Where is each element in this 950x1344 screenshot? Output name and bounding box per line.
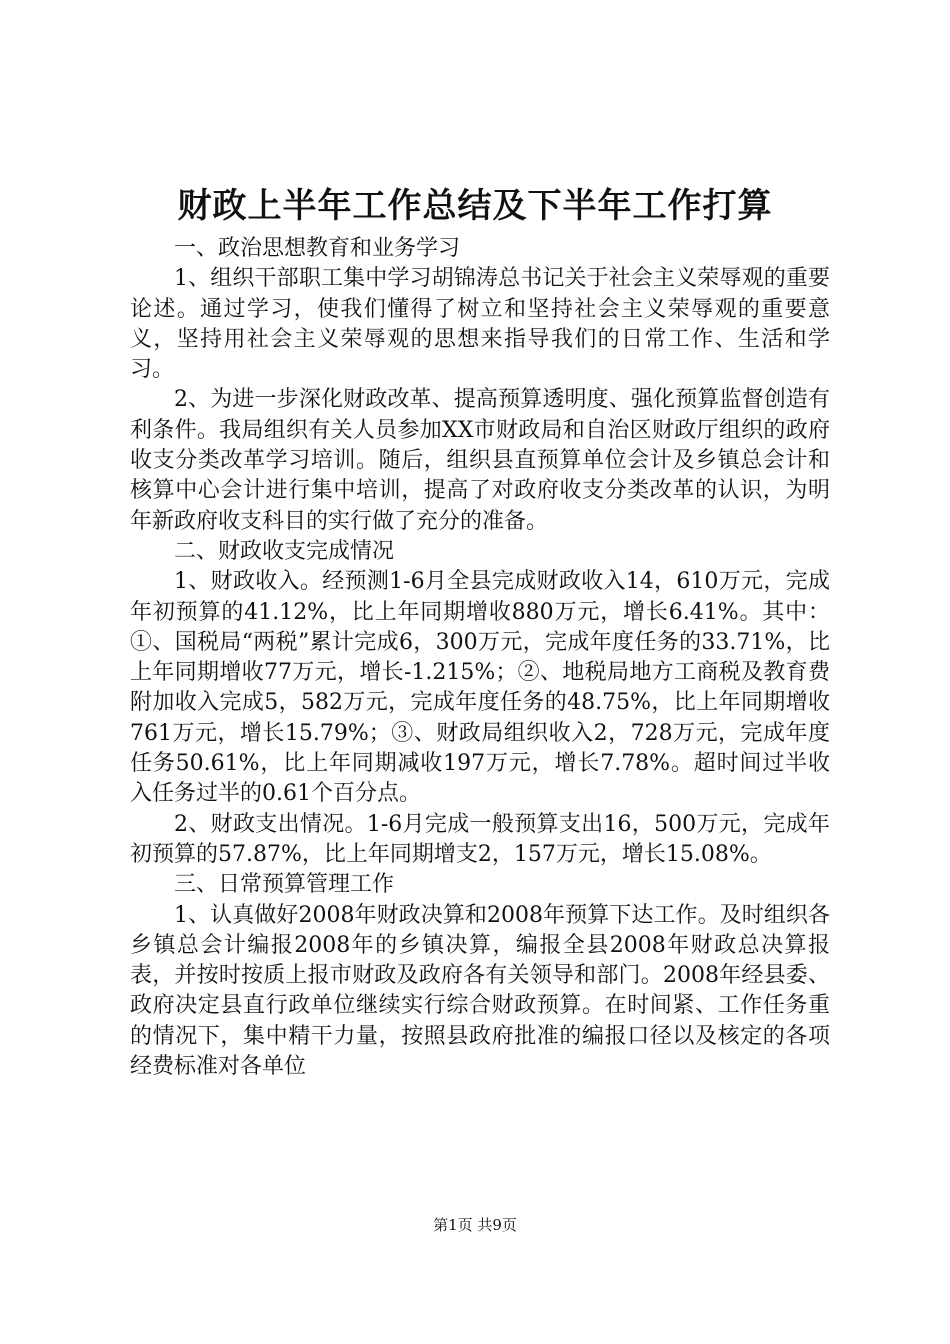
paragraph: 1、组织干部职工集中学习胡锦涛总书记关于社会主义荣辱观的重要论述。通过学习，使我们懂得了树立和坚持社会主义荣辱观的重要意义，坚持用社会主义荣辱观的思想来指导我们的日常工作、生活和学习。 bbox=[130, 266, 830, 383]
paragraph: 1、财政收入。经预测1-6月全县完成财政收入14，610万元，完成年初预算的41.12%，比上年同期增收880万元，增长6.41%。其中：①、国税局“两税”累计完成6，300万元，完成年度任务的33.71%，比上年同期增收77万元，增长-1.215%；②、地税局地方工商税及教育费附加收入完成5，582万元，完成年度任务的48.75%，比上年同期增收761万元，增长15.79%；③、财政局组织收入2，728万元，完成年度任务50.61%，比上年同期减收197万元，增长7.78%。超时间过半收入任务过半的0.61个百分点。 bbox=[130, 569, 830, 807]
section-heading-1: 一、政治思想教育和业务学习 bbox=[174, 236, 461, 261]
page-footer: 第1页 共9页 bbox=[433, 1216, 517, 1234]
paragraph: 2、财政支出情况。1-6月完成一般预算支出16，500万元，完成年初预算的57.87%，比上年同期增支2，157万元，增长15.08%。 bbox=[130, 811, 830, 867]
paragraph: 2、为进一步深化财政改革、提高预算透明度、强化预算监督创造有利条件。我局组织有关人员参加XX市财政局和自治区财政厅组织的政府收支分类改革学习培训。随后，组织县直预算单位会计及乡镇总会计和核算中心会计进行集中培训，提高了对政府收支分类改革的认识，为明年新政府收支科目的实行做了充分的准备。 bbox=[130, 387, 830, 534]
section-heading-2: 二、财政收支完成情况 bbox=[174, 538, 395, 564]
document-body bbox=[130, 234, 830, 1082]
paragraph: 1、认真做好2008年财政决算和2008年预算下达工作。及时组织各乡镇总会计编报2008年的乡镇决算，编报全县2008年财政总决算报表，并按时按质上报市财政及政府各有关领导和部门。2008年经县委、政府决定县直行政单位继续实行综合财政预算。在时间紧、工作任务重的情况下，集中精干力量，按照县政府批准的编报口径以及核定的各项经费标准对各单位 bbox=[130, 902, 830, 1080]
section-heading-3: 三、日常预算管理工作 bbox=[174, 872, 395, 898]
document-title: 财政上半年工作总结及下半年工作打算 bbox=[177, 186, 773, 226]
